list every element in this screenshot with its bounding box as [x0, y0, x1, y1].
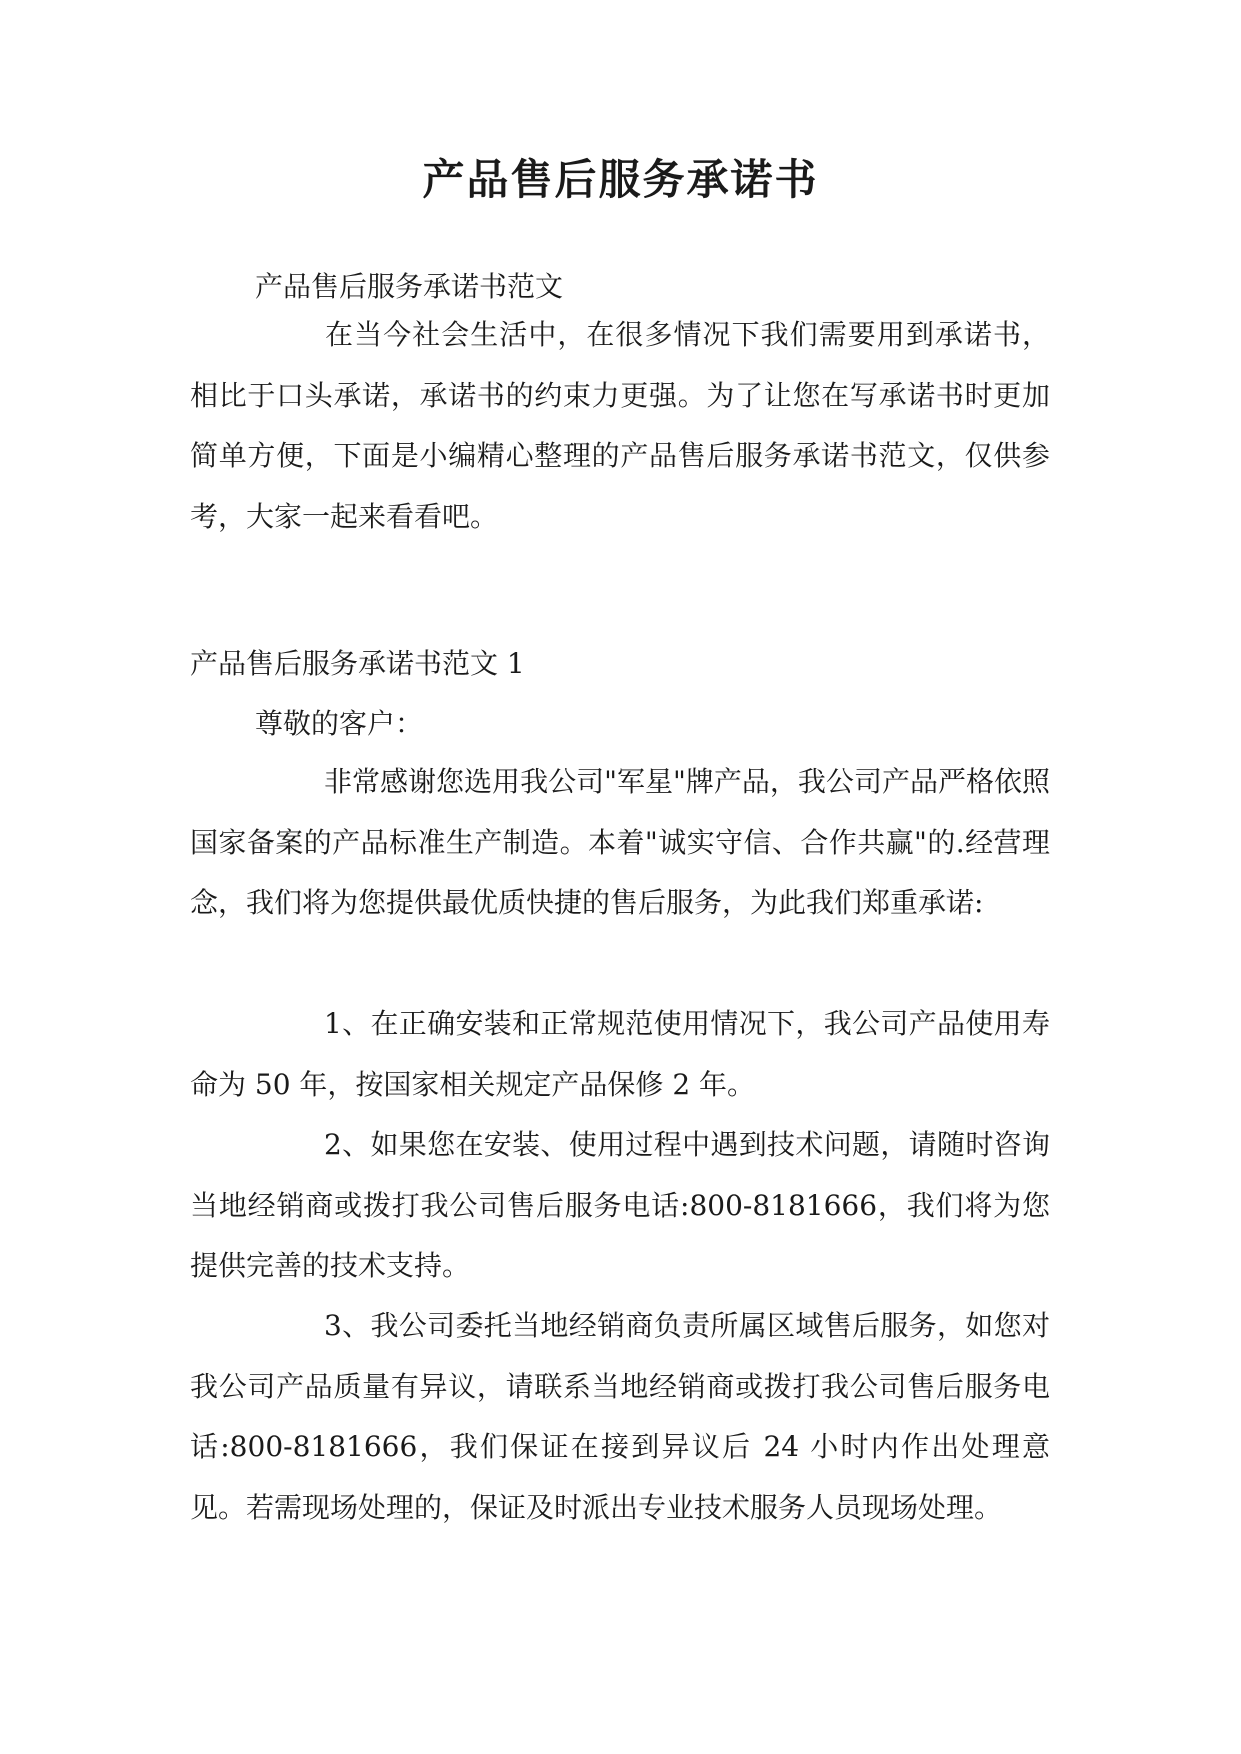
commitment-item-2	[190, 1115, 1050, 1297]
commitment-item-3	[190, 1296, 1050, 1538]
intro-text: 在当今社会生活中，在很多情况下我们需要用到承诺书，相比于口头承诺，承诺书的约束力更强。为了让您在写承诺书时更加简单方便，下面是小编精心整理的产品售后服务承诺书范文，仅供参考，大家一起来看看吧。	[190, 318, 1050, 533]
item-1-text: 1、在正确安装和正常规范使用情况下，我公司产品使用寿命为 50 年，按国家相关规定产品保修 2 年。	[190, 1007, 1050, 1101]
intro-paragraph	[190, 305, 1050, 547]
section-heading: 产品售后服务承诺书范文 1	[190, 647, 525, 680]
commitment-paragraph	[190, 752, 1050, 934]
commitment-text: 非常感谢您选用我公司"军星"牌产品，我公司产品严格依照国家备案的产品标准生产制造。本着"诚实守信、合作共赢"的.经营理念，我们将为您提供最优质快捷的售后服务，为此我们郑重承诺:	[190, 765, 1050, 919]
salutation: 尊敬的客户：	[255, 707, 424, 740]
commitment-item-1	[190, 994, 1050, 1115]
item-2-text: 2、如果您在安装、使用过程中遇到技术问题，请随时咨询当地经销商或拨打我公司售后服务电话:800-8181666，我们将为您提供完善的技术支持。	[190, 1128, 1050, 1282]
item-3-text: 3、我公司委托当地经销商负责所属区域售后服务，如您对我公司产品质量有异议，请联系当地经销商或拨打我公司售后服务电话:800-8181666，我们保证在接到异议后 24 小时内作出处理意见。若需现场处理的，保证及时派出专业技术服务人员现场处理。	[190, 1309, 1050, 1524]
document-title: 产品售后服务承诺书	[422, 155, 819, 204]
document-subtitle: 产品售后服务承诺书范文	[255, 270, 564, 303]
